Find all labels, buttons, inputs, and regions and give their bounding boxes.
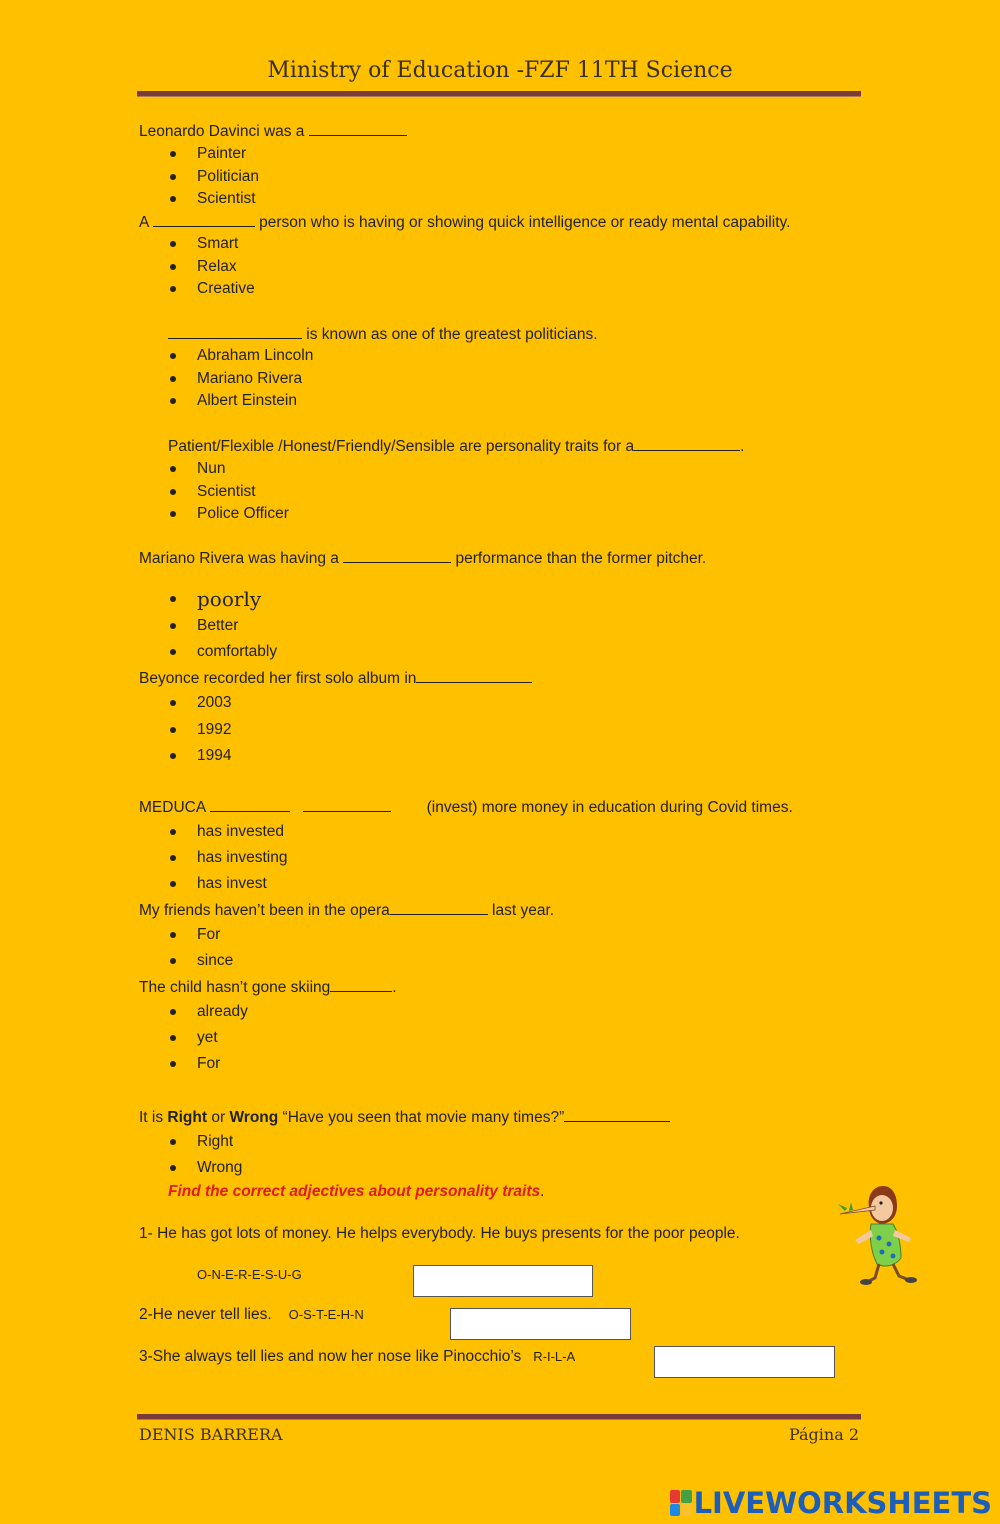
options-list-1 [139,143,259,211]
exercise-1-text: 1- He has got lots of money. He helps everybody. He buys presents for the poor people. [139,1225,740,1242]
question-3 [168,324,598,344]
option-item[interactable]: For [139,922,233,948]
question-4 [168,436,744,456]
option-item[interactable]: Creative [139,278,255,301]
answer-blank [210,797,290,812]
exercise-2-text: 2-He never tell lies. [139,1306,272,1323]
answer-blank [416,668,532,683]
option-item[interactable]: Nun [139,458,289,481]
footer-author: DENIS BARRERA [139,1425,283,1444]
question-text: or [207,1109,230,1126]
option-item[interactable]: For [139,1051,248,1077]
option-item[interactable]: Right [139,1129,242,1155]
answer-blank [153,212,255,227]
question-text: . [740,438,745,455]
options-list-2 [139,233,255,301]
exercise-3-letters: R-I-L-A [533,1349,576,1364]
options-list-7 [139,819,287,897]
question-text-bold: Wrong [229,1109,279,1126]
question-9 [139,977,397,997]
exercise-2-letters: O-S-T-E-H-N [288,1307,364,1322]
pinocchio-cartoon-illustration [835,1178,925,1288]
question-text: is known as one of the greatest politicians. [302,326,598,343]
question-text: Mariano Rivera was having a [139,550,344,567]
question-text: It is [139,1109,168,1126]
exercise-1-answer-input[interactable] [413,1265,593,1297]
option-item[interactable]: Albert Einstein [139,390,313,413]
exercise-2-answer-input[interactable] [450,1308,631,1340]
exercise-3-text: 3-She always tell lies and now her nose like Pinocchio’s [139,1348,522,1365]
option-item[interactable]: yet [139,1025,248,1051]
question-text: MEDUCA [139,799,210,816]
option-item[interactable]: 1994 [139,743,231,770]
question-text: Patient/Flexible /Honest/Friendly/Sensible are personality traits for a [168,438,635,455]
question-text: . [392,979,397,996]
question-text: Beyonce recorded her first solo album in [139,670,417,687]
question-text: My friends haven’t been in the opera [139,902,390,919]
option-item[interactable]: Better [139,613,277,639]
page-title: Ministry of Education -FZF 11TH Science [267,58,733,83]
liveworksheets-logo [670,1486,992,1520]
question-text: The child hasn’t gone skiing [139,979,331,996]
question-8 [139,900,554,920]
question-2 [139,212,790,232]
liveworksheets-logo-text: LIVEWORKSHEETS [693,1486,992,1520]
option-item[interactable]: already [139,999,248,1025]
answer-blank [309,121,407,136]
options-list-3 [139,345,313,413]
exercise-3 [139,1348,575,1366]
option-item[interactable]: has invest [139,871,287,897]
option-item[interactable]: poorly [139,585,277,613]
option-item[interactable]: since [139,948,233,974]
question-text: “Have you seen that movie many times?” [278,1109,565,1126]
exercise-1-letters: O-N-E-R-E-S-U-G [197,1267,302,1282]
section-title-text: Find the correct adjectives about personality traits [168,1183,541,1200]
option-item[interactable]: Police Officer [139,503,289,526]
answer-blank [330,977,392,992]
exercise-2 [139,1306,364,1324]
option-item[interactable]: Smart [139,233,255,256]
answer-blank [390,900,488,915]
section-title-period: . [540,1183,545,1200]
option-item[interactable]: Politician [139,166,259,189]
question-text: (invest) more money in education during Covid times. [426,799,793,816]
answer-blank [634,436,740,451]
option-item[interactable]: Painter [139,143,259,166]
options-list-10 [139,1129,242,1181]
question-text-bold: Right [167,1109,208,1126]
option-item[interactable]: comfortably [139,639,277,665]
options-list-9 [139,999,248,1077]
option-item[interactable]: Wrong [139,1155,242,1181]
exercise-3-answer-input[interactable] [654,1346,835,1378]
footer-rule [137,1414,861,1420]
option-item[interactable]: 1992 [139,717,231,744]
question-5 [139,548,706,568]
options-list-4 [139,458,289,526]
answer-blank [343,548,451,563]
question-10 [139,1107,670,1127]
options-list-5 [139,585,277,665]
option-item[interactable]: has invested [139,819,287,845]
section-title [168,1183,544,1201]
footer-page-number: Página 2 [788,1425,859,1444]
question-text: person who is having or showing quick intelligence or ready mental capability. [254,214,791,231]
liveworksheets-logo-icon [670,1490,692,1516]
option-item[interactable]: Abraham Lincoln [139,345,313,368]
option-item[interactable]: Relax [139,256,255,279]
answer-blank [303,797,391,812]
option-item[interactable]: 2003 [139,690,231,717]
option-item[interactable]: Mariano Rivera [139,368,313,391]
options-list-6 [139,690,231,770]
option-item[interactable]: Scientist [139,188,259,211]
question-text: A [139,214,153,231]
question-text: Leonardo Davinci was a [139,123,309,140]
question-7 [139,797,793,817]
option-item[interactable]: Scientist [139,481,289,504]
question-text: last year. [487,902,555,919]
answer-blank [564,1107,670,1122]
question-6 [139,668,532,688]
question-text: performance than the former pitcher. [451,550,707,567]
question-1 [139,121,407,141]
option-item[interactable]: has investing [139,845,287,871]
header-rule [137,91,861,97]
answer-blank [168,324,302,339]
options-list-8 [139,922,233,974]
